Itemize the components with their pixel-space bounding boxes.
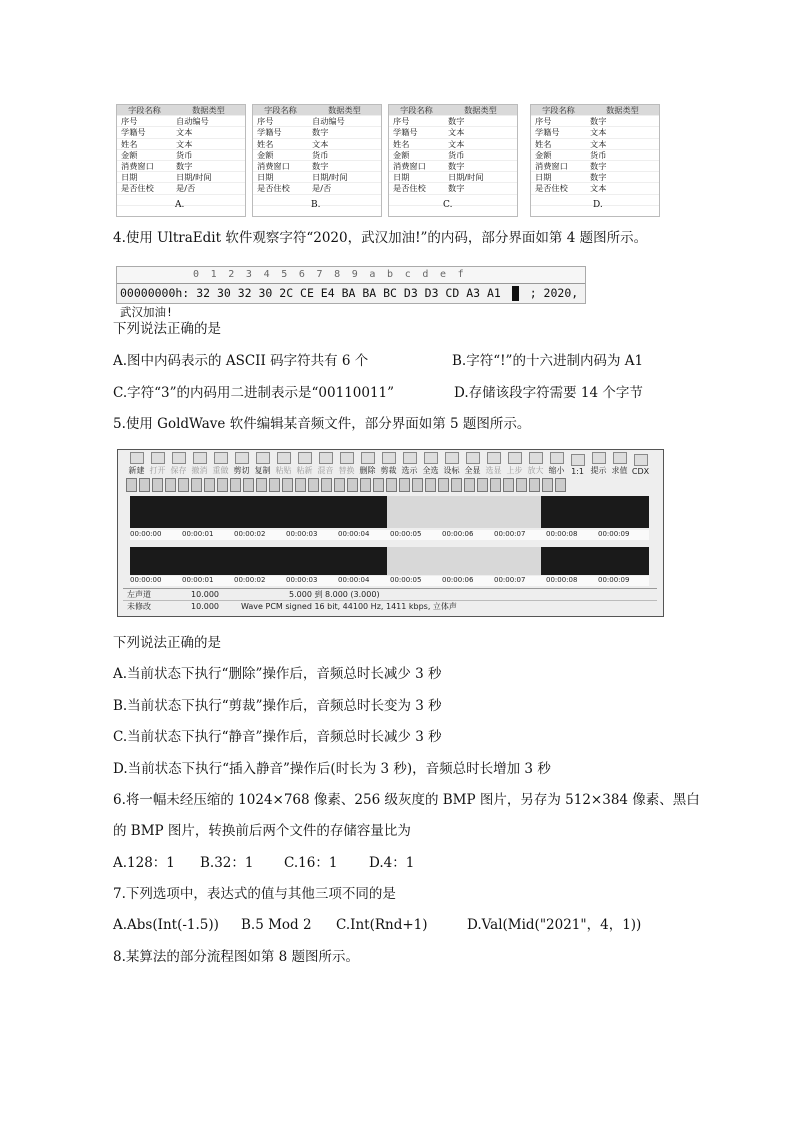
field-table-header xyxy=(253,105,381,115)
field-name-cell: 金额 xyxy=(257,149,274,160)
ultraedit-hex-view xyxy=(116,266,586,319)
data-type-cell: 自动编号 xyxy=(312,116,345,127)
table-row xyxy=(117,149,245,160)
timeline-tick-label: 00:00:04 xyxy=(338,576,370,584)
effect-icon[interactable] xyxy=(399,478,410,492)
effect-icon[interactable] xyxy=(152,478,163,492)
data-type-cell: 数字 xyxy=(590,172,607,183)
hex-data-row xyxy=(117,283,585,319)
table-row xyxy=(389,149,517,160)
field-name-cell: 消费窗口 xyxy=(535,161,568,172)
toolbar-icon xyxy=(319,452,333,464)
field-name-cell: 金额 xyxy=(535,149,552,160)
field-name-cell: 姓名 xyxy=(121,138,138,149)
toolbar-icon xyxy=(445,452,459,464)
field-name-cell: 日期 xyxy=(121,172,138,183)
q4-stem: 4.使用 UltraEdit 软件观察字符“2020，武汉加油!”的内码，部分界面如第 4 题图所示。 xyxy=(113,230,648,246)
table-row xyxy=(253,182,381,193)
q6-option-c: C.16：1 xyxy=(284,855,338,871)
header-field-name: 字段名称 xyxy=(542,105,575,115)
effect-icon[interactable] xyxy=(490,478,501,492)
effect-icon[interactable] xyxy=(191,478,202,492)
header-field-name: 字段名称 xyxy=(128,105,161,115)
field-name-cell: 序号 xyxy=(535,116,552,127)
q5-option-a: A.当前状态下执行“删除”操作后，音频总时长减少 3 秒 xyxy=(113,666,442,682)
table-row xyxy=(389,160,517,171)
toolbar-label: 新建 xyxy=(128,466,145,475)
toolbar-button[interactable] xyxy=(399,452,420,476)
q7-stem: 7.下列选项中，表达式的值与其他三项不同的是 xyxy=(113,886,396,902)
header-data-type: 数据类型 xyxy=(328,105,361,115)
data-type-cell: 文本 xyxy=(590,138,607,149)
q4-option-d: D.存储该段字符需要 14 个字节 xyxy=(454,385,643,401)
toolbar-label: 撤消 xyxy=(191,466,208,475)
q4-prompt: 下列说法正确的是 xyxy=(113,321,221,337)
table-row xyxy=(117,138,245,149)
effect-icon[interactable] xyxy=(256,478,267,492)
toolbar-button[interactable] xyxy=(273,452,294,476)
data-type-cell: 货币 xyxy=(590,149,607,160)
effect-icon[interactable] xyxy=(529,478,540,492)
timeline-tick-label: 00:00:09 xyxy=(598,576,630,584)
data-type-cell: 日期/时间 xyxy=(176,172,212,183)
effect-icon[interactable] xyxy=(321,478,332,492)
toolbar-label: 保存 xyxy=(170,466,187,475)
table-row xyxy=(389,138,517,149)
effect-icon[interactable] xyxy=(308,478,319,492)
table-row xyxy=(253,160,381,171)
table-row xyxy=(389,171,517,182)
data-type-cell: 文本 xyxy=(448,127,465,138)
effect-icon[interactable] xyxy=(282,478,293,492)
toolbar-button[interactable] xyxy=(357,452,378,476)
field-name-cell: 消费窗口 xyxy=(393,161,426,172)
field-name-cell: 日期 xyxy=(257,172,274,183)
toolbar-label: 重做 xyxy=(212,466,229,475)
table-row xyxy=(531,138,659,149)
toolbar-button[interactable] xyxy=(420,452,441,476)
effect-icon[interactable] xyxy=(425,478,436,492)
field-name-cell: 姓名 xyxy=(535,138,552,149)
data-type-cell: 数字 xyxy=(590,161,607,172)
status-channel: 左声道 xyxy=(127,590,151,599)
timeline-tick-label: 00:00:08 xyxy=(546,576,578,584)
option-label: B. xyxy=(311,200,321,210)
toolbar-button[interactable] xyxy=(126,452,147,476)
data-type-cell: 货币 xyxy=(176,149,193,160)
q6-stem-line1: 6.将一幅未经压缩的 1024×768 像素、256 级灰度的 BMP 图片，另存为 512×384 像素、黑白 xyxy=(113,792,700,808)
effect-icon[interactable] xyxy=(503,478,514,492)
table-row xyxy=(253,115,381,126)
timeline-lower xyxy=(130,576,649,586)
effect-icon[interactable] xyxy=(438,478,449,492)
field-table-header xyxy=(389,105,517,115)
toolbar-icon xyxy=(172,452,186,464)
q5-stem: 5.使用 GoldWave 软件编辑某音频文件，部分界面如第 5 题图所示。 xyxy=(113,416,531,432)
q6-option-a: A.128：1 xyxy=(113,855,175,871)
field-name-cell: 是否住校 xyxy=(257,183,290,194)
effect-icon[interactable] xyxy=(165,478,176,492)
field-name-cell: 是否住校 xyxy=(535,183,568,194)
field-name-cell: 消费窗口 xyxy=(121,161,154,172)
toolbar-icon xyxy=(214,452,228,464)
toolbar-label: 打开 xyxy=(149,466,166,475)
table-row xyxy=(389,182,517,193)
data-type-cell: 日期/时间 xyxy=(312,172,348,183)
toolbar-icon xyxy=(634,454,648,466)
effect-icon[interactable] xyxy=(555,478,566,492)
q4-option-c: C.字符“3”的内码用二进制表示是“00110011” xyxy=(113,385,395,401)
effect-icon[interactable] xyxy=(451,478,462,492)
toolbar-label: 缩小 xyxy=(548,466,565,475)
hex-text: ; 2020,武汉加油! xyxy=(120,286,579,319)
table-row xyxy=(253,171,381,182)
header-field-name: 字段名称 xyxy=(400,105,433,115)
field-name-cell: 是否住校 xyxy=(121,183,154,194)
field-name-cell: 学籍号 xyxy=(257,127,282,138)
toolbar-label: 剪裁 xyxy=(380,466,397,475)
timeline-tick-label: 00:00:08 xyxy=(546,530,578,538)
toolbar-button[interactable] xyxy=(147,452,168,476)
toolbar-button[interactable] xyxy=(336,452,357,476)
effect-icon[interactable] xyxy=(243,478,254,492)
toolbar-button[interactable] xyxy=(294,452,315,476)
toolbar-button[interactable] xyxy=(483,452,504,476)
table-row xyxy=(117,115,245,126)
header-data-type: 数据类型 xyxy=(192,105,225,115)
q7-option-a: A.Abs(Int(-1.5)) xyxy=(113,917,219,933)
data-type-cell: 是/否 xyxy=(312,183,332,194)
field-name-cell: 序号 xyxy=(121,116,138,127)
timeline-tick-label: 00:00:09 xyxy=(598,530,630,538)
toolbar-icon xyxy=(193,452,207,464)
toolbar-button[interactable] xyxy=(315,452,336,476)
effect-icon[interactable] xyxy=(217,478,228,492)
data-type-cell: 文本 xyxy=(590,183,607,194)
toolbar-label: 粘新 xyxy=(296,466,313,475)
waveform-overview[interactable] xyxy=(130,547,649,575)
data-type-cell: 文本 xyxy=(176,138,193,149)
data-type-cell: 数字 xyxy=(448,183,465,194)
header-data-type: 数据类型 xyxy=(606,105,639,115)
toolbar-button[interactable] xyxy=(189,452,210,476)
timeline-tick-label: 00:00:02 xyxy=(234,530,266,538)
effect-icon[interactable] xyxy=(178,478,189,492)
data-type-cell: 是/否 xyxy=(176,183,196,194)
field-name-cell: 姓名 xyxy=(393,138,410,149)
timeline-tick-label: 00:00:02 xyxy=(234,576,266,584)
timeline-tick-label: 00:00:03 xyxy=(286,530,318,538)
toolbar-label: 上步 xyxy=(506,466,523,475)
status-total-1: 10.000 xyxy=(191,590,219,599)
table-row xyxy=(253,126,381,137)
effect-icon[interactable] xyxy=(204,478,215,492)
toolbar-label: 选示 xyxy=(401,466,418,475)
overview-selection[interactable] xyxy=(387,547,541,575)
goldwave-window xyxy=(117,449,664,617)
timeline-tick-label: 00:00:06 xyxy=(442,530,474,538)
table-row xyxy=(253,149,381,160)
toolbar-icon xyxy=(508,452,522,464)
toolbar-button[interactable] xyxy=(525,452,546,476)
toolbar-button[interactable] xyxy=(168,452,189,476)
toolbar-button[interactable] xyxy=(546,452,567,476)
timeline-upper xyxy=(130,530,649,540)
toolbar-label: 求值 xyxy=(611,466,628,475)
status-modified: 未修改 xyxy=(127,602,151,611)
toolbar-icon xyxy=(298,452,312,464)
header-data-type: 数据类型 xyxy=(464,105,497,115)
q5-prompt: 下列说法正确的是 xyxy=(113,635,221,651)
field-name-cell: 序号 xyxy=(257,116,274,127)
table-row xyxy=(389,115,517,126)
toolbar-icon xyxy=(529,452,543,464)
data-type-cell: 自动编号 xyxy=(176,116,209,127)
q6-option-d: D.4：1 xyxy=(369,855,415,871)
selection-region[interactable] xyxy=(387,496,541,528)
effect-icon[interactable] xyxy=(360,478,371,492)
field-table-header xyxy=(531,105,659,115)
table-row xyxy=(531,115,659,126)
data-type-cell: 数字 xyxy=(312,161,329,172)
toolbar-icon xyxy=(403,452,417,464)
toolbar-icon xyxy=(340,452,354,464)
effect-icon[interactable] xyxy=(334,478,345,492)
q8-stem: 8.某算法的部分流程图如第 8 题图所示。 xyxy=(113,949,360,965)
field-name-cell: 学籍号 xyxy=(121,127,146,138)
toolbar-button[interactable] xyxy=(504,452,525,476)
field-table-header xyxy=(117,105,245,115)
timeline-tick-label: 00:00:00 xyxy=(130,576,162,584)
table-row xyxy=(531,126,659,137)
status-total-2: 10.000 xyxy=(191,602,219,611)
field-table xyxy=(388,104,518,217)
q4-option-b: B.字符“!”的十六进制内码为 A1 xyxy=(452,353,644,369)
data-type-cell: 文本 xyxy=(176,127,193,138)
toolbar-label: 剪切 xyxy=(233,466,250,475)
toolbar-button[interactable] xyxy=(630,452,651,476)
q5-option-c: C.当前状态下执行“静音”操作后，音频总时长减少 3 秒 xyxy=(113,729,442,745)
toolbar-button[interactable] xyxy=(210,452,231,476)
option-label: A. xyxy=(175,200,185,210)
q7-option-d: D.Val(Mid("2021"，4，1)) xyxy=(467,917,642,933)
q7-option-c: C.Int(Rnd+1) xyxy=(336,917,428,933)
table-row xyxy=(531,182,659,193)
toolbar-label: 粘贴 xyxy=(275,466,292,475)
toolbar-icon xyxy=(550,452,564,464)
toolbar-label: 混音 xyxy=(317,466,334,475)
table-row xyxy=(117,182,245,193)
toolbar-icon xyxy=(256,452,270,464)
effect-icon[interactable] xyxy=(347,478,358,492)
data-type-cell: 文本 xyxy=(590,127,607,138)
toolbar-label: CDX xyxy=(631,467,650,476)
timeline-tick-label: 00:00:04 xyxy=(338,530,370,538)
toolbar-button[interactable] xyxy=(231,452,252,476)
empty-row xyxy=(389,205,517,216)
field-name-cell: 学籍号 xyxy=(393,127,418,138)
timeline-tick-label: 00:00:00 xyxy=(130,530,162,538)
waveform-left-channel[interactable] xyxy=(130,496,649,528)
option-label: C. xyxy=(443,200,453,210)
table-row xyxy=(389,126,517,137)
toolbar-label: 复制 xyxy=(254,466,271,475)
timeline-tick-label: 00:00:03 xyxy=(286,576,318,584)
field-name-cell: 学籍号 xyxy=(535,127,560,138)
toolbar-button[interactable] xyxy=(588,452,609,476)
empty-row xyxy=(389,194,517,205)
effect-icon[interactable] xyxy=(139,478,150,492)
field-name-cell: 日期 xyxy=(393,172,410,183)
table-row xyxy=(117,160,245,171)
hex-address: 00000000h: xyxy=(120,286,190,300)
toolbar-button[interactable] xyxy=(441,452,462,476)
toolbar-label: 设标 xyxy=(443,466,460,475)
timeline-tick-label: 00:00:01 xyxy=(182,576,214,584)
toolbar-label: 替换 xyxy=(338,466,355,475)
option-label: D. xyxy=(593,200,603,210)
toolbar-label: 放大 xyxy=(527,466,544,475)
data-type-cell: 货币 xyxy=(312,149,329,160)
field-name-cell: 姓名 xyxy=(257,138,274,149)
data-type-cell: 文本 xyxy=(312,138,329,149)
toolbar-icon xyxy=(277,452,291,464)
toolbar-icon xyxy=(382,452,396,464)
effect-icon[interactable] xyxy=(412,478,423,492)
q5-option-b: B.当前状态下执行“剪裁”操作后，音频总时长变为 3 秒 xyxy=(113,698,442,714)
header-field-name: 字段名称 xyxy=(264,105,297,115)
toolbar-button[interactable] xyxy=(252,452,273,476)
toolbar-label: 1:1 xyxy=(571,467,584,476)
effect-icon[interactable] xyxy=(386,478,397,492)
toolbar-icon xyxy=(613,452,627,464)
timeline-tick-label: 00:00:07 xyxy=(494,530,526,538)
toolbar-icon xyxy=(130,452,144,464)
timeline-tick-label: 00:00:01 xyxy=(182,530,214,538)
effects-toolbar xyxy=(126,478,566,492)
timeline-tick-label: 00:00:05 xyxy=(390,576,422,584)
status-bar-1 xyxy=(123,588,657,600)
effect-icon[interactable] xyxy=(477,478,488,492)
effect-icon[interactable] xyxy=(516,478,527,492)
table-row xyxy=(117,126,245,137)
toolbar-icon xyxy=(361,452,375,464)
field-name-cell: 序号 xyxy=(393,116,410,127)
toolbar-button[interactable] xyxy=(462,452,483,476)
toolbar-icon xyxy=(466,452,480,464)
table-row xyxy=(253,138,381,149)
timeline-tick-label: 00:00:07 xyxy=(494,576,526,584)
toolbar-label: 全选 xyxy=(422,466,439,475)
toolbar-button[interactable] xyxy=(609,452,630,476)
table-row xyxy=(117,171,245,182)
field-name-cell: 消费窗口 xyxy=(257,161,290,172)
status-bar-2 xyxy=(123,600,657,612)
data-type-cell: 数字 xyxy=(448,116,465,127)
timeline-tick-label: 00:00:05 xyxy=(390,530,422,538)
toolbar-label: 全显 xyxy=(464,466,481,475)
data-type-cell: 文本 xyxy=(448,138,465,149)
q4-option-a: A.图中内码表示的 ASCII 码字符共有 6 个 xyxy=(113,353,369,369)
toolbar-label: 选显 xyxy=(485,466,502,475)
data-type-cell: 数字 xyxy=(590,116,607,127)
toolbar-icon xyxy=(487,452,501,464)
data-type-cell: 数字 xyxy=(312,127,329,138)
effect-icon[interactable] xyxy=(126,478,137,492)
toolbar-icon xyxy=(151,452,165,464)
timeline-tick-label: 00:00:06 xyxy=(442,576,474,584)
main-toolbar xyxy=(126,452,651,476)
effect-icon[interactable] xyxy=(464,478,475,492)
status-selection: 5.000 到 8.000 (3.000) xyxy=(289,590,380,599)
effect-icon[interactable] xyxy=(542,478,553,492)
data-type-cell: 数字 xyxy=(448,161,465,172)
hex-bytes: 32 30 32 30 2C CE E4 BA BA BC D3 D3 CD A3 A1 xyxy=(196,286,501,300)
table-row xyxy=(531,160,659,171)
toolbar-label: 提示 xyxy=(590,466,607,475)
field-name-cell: 是否住校 xyxy=(393,183,426,194)
toolbar-button[interactable] xyxy=(567,452,588,476)
data-type-cell: 日期/时间 xyxy=(448,172,484,183)
table-row xyxy=(531,149,659,160)
hex-ruler: 0 1 2 3 4 5 6 7 8 9 a b c d e f xyxy=(117,267,585,283)
field-name-cell: 金额 xyxy=(121,149,138,160)
effect-icon[interactable] xyxy=(230,478,241,492)
cursor-block xyxy=(512,286,519,301)
toolbar-icon xyxy=(235,452,249,464)
q7-option-b: B.5 Mod 2 xyxy=(241,917,312,933)
toolbar-icon xyxy=(592,452,606,464)
field-name-cell: 金额 xyxy=(393,149,410,160)
q6-stem-line2: 的 BMP 图片，转换前后两个文件的存储容量比为 xyxy=(113,823,411,839)
table-row xyxy=(531,171,659,182)
data-type-cell: 货币 xyxy=(448,149,465,160)
toolbar-button[interactable] xyxy=(378,452,399,476)
effect-icon[interactable] xyxy=(269,478,280,492)
toolbar-icon xyxy=(424,452,438,464)
toolbar-icon xyxy=(571,454,585,466)
q6-option-b: B.32：1 xyxy=(200,855,254,871)
toolbar-label: 删除 xyxy=(359,466,376,475)
effect-icon[interactable] xyxy=(295,478,306,492)
data-type-cell: 数字 xyxy=(176,161,193,172)
status-format: Wave PCM signed 16 bit, 44100 Hz, 1411 kbps, 立体声 xyxy=(241,602,457,611)
q5-option-d: D.当前状态下执行“插入静音”操作后(时长为 3 秒)，音频总时长增加 3 秒 xyxy=(113,761,551,777)
field-name-cell: 日期 xyxy=(535,172,552,183)
effect-icon[interactable] xyxy=(373,478,384,492)
